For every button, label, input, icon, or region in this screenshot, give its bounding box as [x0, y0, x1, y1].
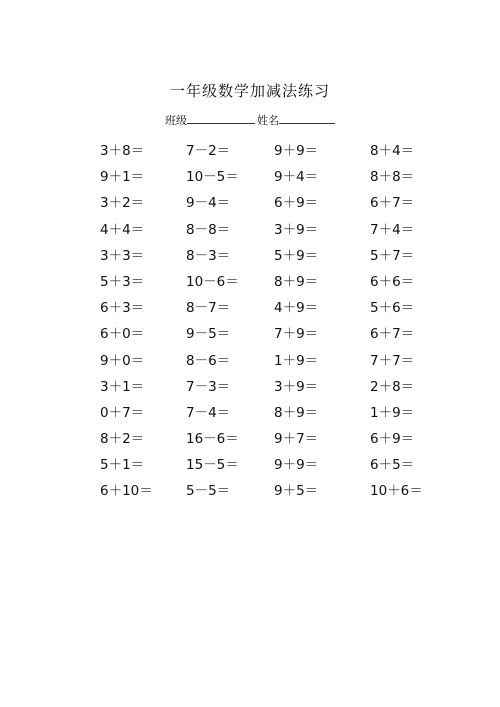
- name-label: 姓名: [257, 114, 279, 127]
- math-problem: 8－6＝: [186, 352, 231, 369]
- math-problem: 6＋6＝: [370, 273, 415, 290]
- math-problem: 9＋1＝: [100, 169, 145, 186]
- math-problem: 3＋3＝: [100, 247, 145, 264]
- problem-row: [0, 479, 500, 505]
- problem-row: [0, 427, 500, 453]
- math-problem: 7－3＝: [186, 378, 231, 395]
- problem-row: [0, 218, 500, 244]
- math-problem: 3＋2＝: [100, 195, 145, 212]
- math-problem: 8＋9＝: [274, 273, 319, 290]
- math-problem: 3＋8＝: [100, 143, 145, 159]
- problem-row: [0, 165, 500, 191]
- math-problem: 1＋9＝: [370, 404, 415, 421]
- math-problem: 6＋5＝: [370, 457, 415, 474]
- math-problem: 9＋5＝: [274, 483, 319, 500]
- math-problem: 3＋1＝: [100, 378, 145, 395]
- name-blank: [279, 113, 335, 124]
- math-problem: 4＋9＝: [274, 300, 319, 317]
- math-problem: 6＋10＝: [100, 483, 153, 500]
- math-problem: 10－5＝: [186, 169, 239, 186]
- math-problem: 2＋8＝: [370, 378, 415, 395]
- math-problem: 6＋0＝: [100, 326, 145, 343]
- problem-row: [0, 191, 500, 217]
- math-problem: 5＋7＝: [370, 247, 415, 264]
- math-problem: 8＋9＝: [274, 404, 319, 421]
- math-problem: 9＋4＝: [274, 169, 319, 186]
- math-problem: 9＋7＝: [274, 431, 319, 448]
- math-problem: 10＋6＝: [370, 483, 423, 500]
- math-problem: 8＋8＝: [370, 169, 415, 186]
- math-problem: 6＋9＝: [370, 431, 415, 448]
- math-problem: 7－4＝: [186, 404, 231, 421]
- math-problem: 16－6＝: [186, 431, 239, 448]
- math-problem: 7＋7＝: [370, 352, 415, 369]
- class-blank: [187, 113, 255, 124]
- math-problem: 10－6＝: [186, 273, 239, 290]
- problem-row: [0, 270, 500, 296]
- math-problem: 7＋4＝: [370, 221, 415, 238]
- math-problem: 4＋4＝: [100, 221, 145, 238]
- math-problem: 7＋9＝: [274, 326, 319, 343]
- math-problem: 15－5＝: [186, 457, 239, 474]
- math-problem: 3＋9＝: [274, 378, 319, 395]
- problem-grid: [0, 139, 500, 506]
- problem-row: [0, 322, 500, 348]
- math-problem: 5＋1＝: [100, 457, 145, 474]
- math-problem: 8－8＝: [186, 221, 231, 238]
- math-problem: 6＋7＝: [370, 195, 415, 212]
- math-problem: 8－7＝: [186, 300, 231, 317]
- problem-row: [0, 453, 500, 479]
- worksheet-title: 一年级数学加减法练习: [169, 82, 330, 100]
- math-problem: 8＋2＝: [100, 431, 145, 448]
- student-info: [165, 112, 335, 128]
- math-problem: 8＋4＝: [370, 143, 415, 159]
- problem-row: [0, 349, 500, 375]
- math-problem: 9－5＝: [186, 326, 231, 343]
- math-problem: 9＋9＝: [274, 143, 319, 159]
- math-problem: 1＋9＝: [274, 352, 319, 369]
- math-problem: 9＋9＝: [274, 457, 319, 474]
- math-problem: 5＋3＝: [100, 273, 145, 290]
- class-label: 班级: [165, 114, 187, 127]
- problem-row: [0, 375, 500, 401]
- math-problem: 3＋9＝: [274, 221, 319, 238]
- math-problem: 5＋9＝: [274, 247, 319, 264]
- math-problem: 8－3＝: [186, 247, 231, 264]
- problem-row: [0, 401, 500, 427]
- math-problem: 5＋6＝: [370, 300, 415, 317]
- math-problem: 9＋0＝: [100, 352, 145, 369]
- problem-row: [0, 139, 500, 165]
- math-problem: 6＋7＝: [370, 326, 415, 343]
- problem-row: [0, 244, 500, 270]
- math-problem: 0＋7＝: [100, 404, 145, 421]
- math-problem: 5－5＝: [186, 483, 231, 500]
- math-problem: 7－2＝: [186, 143, 231, 159]
- math-problem: 6＋3＝: [100, 300, 145, 317]
- math-problem: 6＋9＝: [274, 195, 319, 212]
- problem-row: [0, 296, 500, 322]
- math-problem: 9－4＝: [186, 195, 231, 212]
